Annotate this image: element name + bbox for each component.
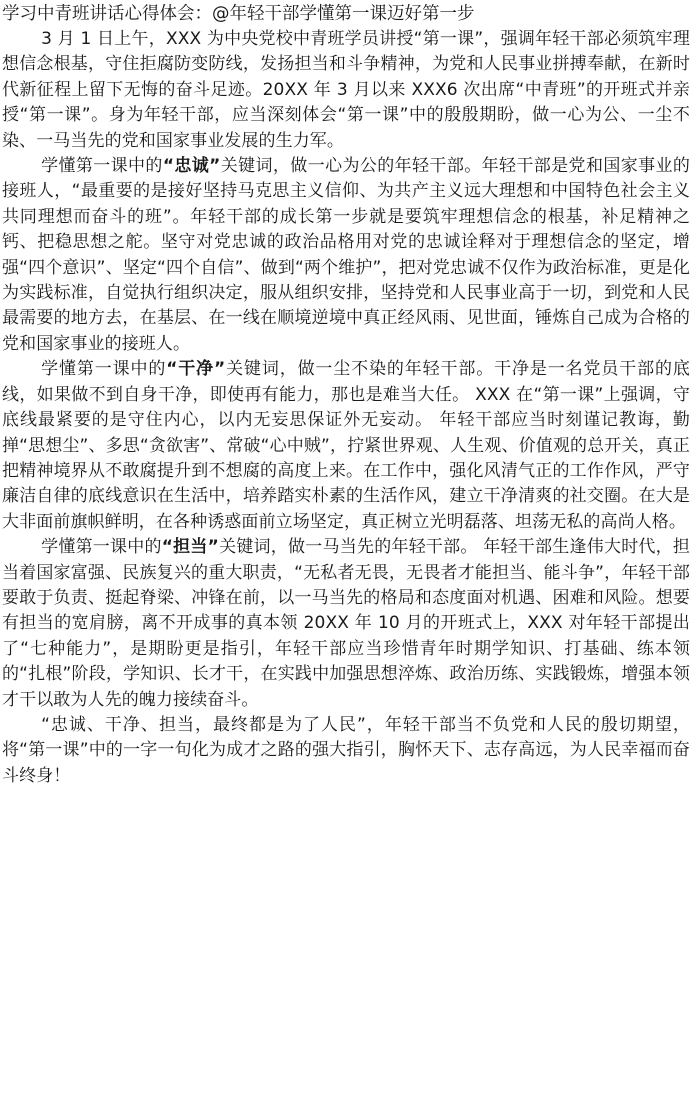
paragraph-text: 3 月 1 日上午，XXX 为中央党校中青班学员讲授“第一课”，强调年轻干部必须筑牢理想信念根基，守住拒腐防变防线，发扬担当和斗争精神，为党和人民事业拼搏奉献，在新时代新征程上留下无悔的奋斗足迹。20XX 年 3 月以来 XXX6 次出席“中青班”的开班式并亲授“第一课”。身为年轻干部，应当深刻体会“第一课”中的殷殷期盼，做一心为公、一尘不染、一马当先的党和国家事业发展的生力军。 <box>2 29 690 151</box>
keyword-loyalty: “忠诚” <box>162 156 221 177</box>
keyword-integrity: “干净” <box>166 359 226 380</box>
paragraph-loyalty <box>2 154 690 357</box>
paragraph-conclusion <box>2 713 690 789</box>
paragraph-text: 关键词，做一马当先的年轻干部。 年轻干部生逢伟大时代，担当着国家富强、民族复兴的重大职责，“无私者无畏，无畏者才能担当、能斗争”，年轻干部要敢于负责、挺起脊梁、冲锋在前，以一马当先的格局和态度面对机遇、困难和风险。想要有担当的宽肩膀，离不开成事的真本领 20XX 年 10 月的开班式上，XXX 对年轻干部提出了“七种能力”，是期盼更是指引，年轻干部应当珍惜青年时期学知识、打基础、练本领的“扎根”阶段，学知识、长才干，在实践中加强思想淬炼、政治历练、实践锻炼，增强本领才干以敢为人先的魄力接续奋斗。 <box>2 537 691 710</box>
paragraph-lead: 学懂第一课中的 <box>41 359 167 380</box>
paragraph-lead: 学懂第一课中的 <box>41 156 163 177</box>
paragraph-text: 关键词，做一心为公的年轻干部。年轻干部是党和国家事业的接班人，“最重要的是接好坚持马克思主义信仰、为共产主义远大理想和中国特色社会主义共同理想而奋斗的班”。年轻干部的成长第一步就是要筑牢理想信念的根基，补足精神之钙、把稳思想之舵。坚守对党忠诚的政治品格用对党的忠诚诠释对于理想信念的坚定，增强“四个意识”、坚定“四个自信”、做到“两个维护”，把对党忠诚不仅作为政治标准，更是化为实践标准，自觉执行组织决定，服从组织安排，坚持党和人民事业高于一切，到党和人民最需要的地方去，在基层、在一线在顺境逆境中真正经风雨、见世面，锤炼自己成为合格的党和国家事业的接班人。 <box>2 156 690 354</box>
paragraph-responsibility <box>2 535 690 713</box>
paragraph-intro <box>2 27 690 154</box>
paragraph-integrity <box>2 357 690 535</box>
document-title: 学习中青班讲话心得体会：@年轻干部学懂第一课迈好第一步 <box>2 4 475 24</box>
keyword-responsibility: “担当” <box>161 537 219 558</box>
paragraph-text: “忠诚、干净、担当，最终都是为了人民”，年轻干部当不负党和人民的殷切期望，将“第一课”中的一字一句化为成才之路的强大指引，胸怀天下、志存高远，为人民幸福而奋斗终身！ <box>2 714 690 786</box>
paragraph-text: 关键词，做一尘不染的年轻干部。干净是一名党员干部的底线，如果做不到自身干净，即使再有能力，那也是难当大任。 XXX 在“第一课”上强调，守底线最紧要的是守住内心，以内无妄思保证外无妄动。 年轻干部应当时刻谨记教诲，勤掸“思想尘”、多思“贪欲害”、常破“心中贼”，拧紧世界观、人生观、价值观的总开关，真正把精神境界从不敢腐提升到不想腐的高度上来。在工作中，强化风清气正的工作作风，严守廉洁自律的底线意识在生活中，培养踏实朴素的生活作风，建立干净清爽的社交圈。在大是大非面前旗帜鲜明，在各种诱惑面前立场坚定，真正树立光明磊落、坦荡无私的高尚人格。 <box>2 359 691 532</box>
paragraph-lead: 学懂第一课中的 <box>41 537 162 558</box>
